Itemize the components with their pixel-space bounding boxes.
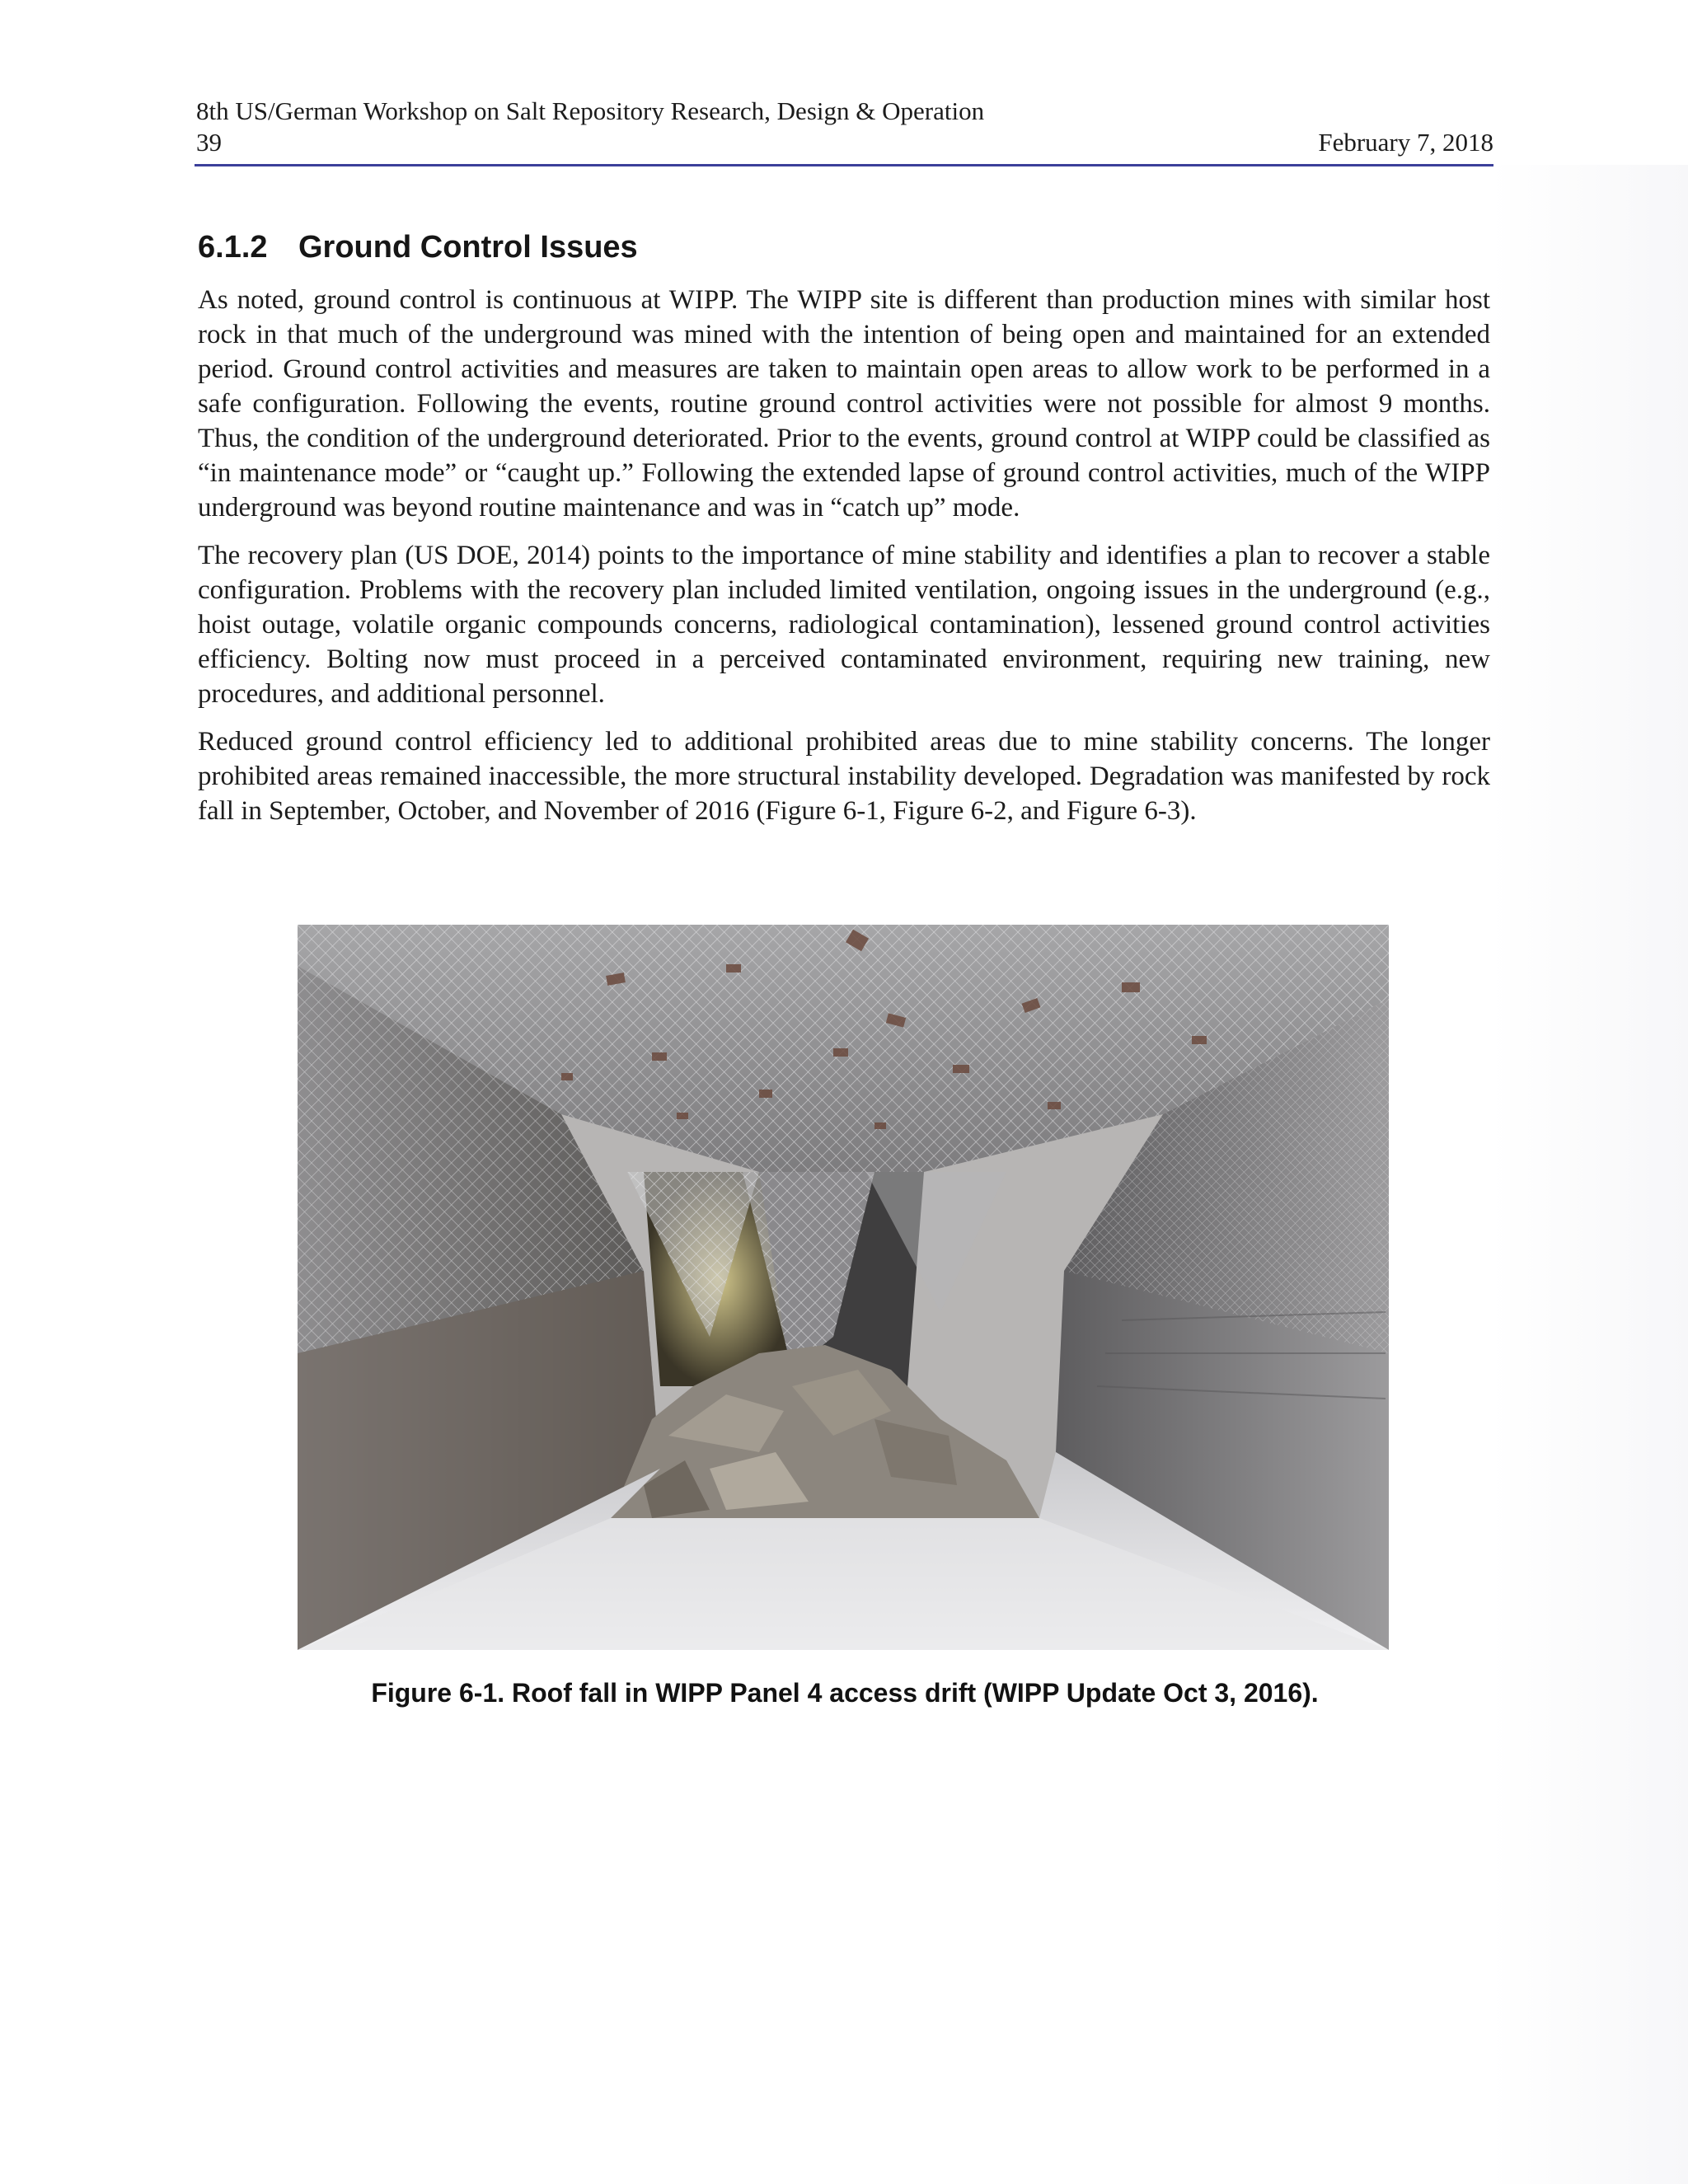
section-heading bbox=[198, 227, 638, 267]
body-text bbox=[198, 283, 1490, 841]
page-edge-shade bbox=[1490, 165, 1688, 2184]
paragraph: Reduced ground control efficiency led to additional prohibited areas due to mine stability concerns. The longer prohibited areas remained inaccessible, the more structural instability developed. Degradation was manifested by rock fall in September, October, and November of 2016 (Figure 6-1, Figure 6-2, and Figure 6-3). bbox=[198, 727, 1490, 826]
section-title: Ground Control Issues bbox=[298, 230, 638, 265]
header-rule bbox=[195, 164, 1493, 166]
workshop-title: 8th US/German Workshop on Salt Repository Research, Design & Operation bbox=[196, 96, 985, 125]
running-header bbox=[196, 96, 1493, 158]
section-number: 6.1.2 bbox=[198, 230, 268, 265]
figure-roof-fall-photo bbox=[298, 925, 1389, 1650]
paragraph: The recovery plan (US DOE, 2014) points to the importance of mine stability and identifies a plan to recover a stable configuration. Problems with the recovery plan included limited ventilation, ongoing issues in the underground (e.g., hoist outage, volatile organic compounds concerns, radiological contamination), lessened ground control activities efficiency. Bolting now must proceed in a perceived contaminated environment, requiring new training, new procedures, and additional personnel. bbox=[198, 541, 1490, 709]
header-date: February 7, 2018 bbox=[1318, 128, 1493, 157]
page-number: 39 bbox=[196, 128, 222, 157]
figure-caption: Figure 6-1. Roof fall in WIPP Panel 4 access drift (WIPP Update Oct 3, 2016). bbox=[371, 1678, 1319, 1708]
roof-fall-photo-illustration bbox=[298, 925, 1389, 1650]
paragraph: As noted, ground control is continuous at WIPP. The WIPP site is different than production mines with similar host rock in that much of the underground was mined with the intention of being open and maintained for an extended period. Ground control activities and measures are taken to maintain open areas to allow work to be performed in a safe configuration. Following the events, routine ground control activities were not possible for almost 9 months. Thus, the condition of the underground deteriorated. Prior to the events, ground control at WIPP could be classified as “in maintenance mode” or “caught up.” Following the extended lapse of ground control activities, much of the WIPP underground was beyond routine maintenance and was in “catch up” mode. bbox=[198, 285, 1490, 523]
